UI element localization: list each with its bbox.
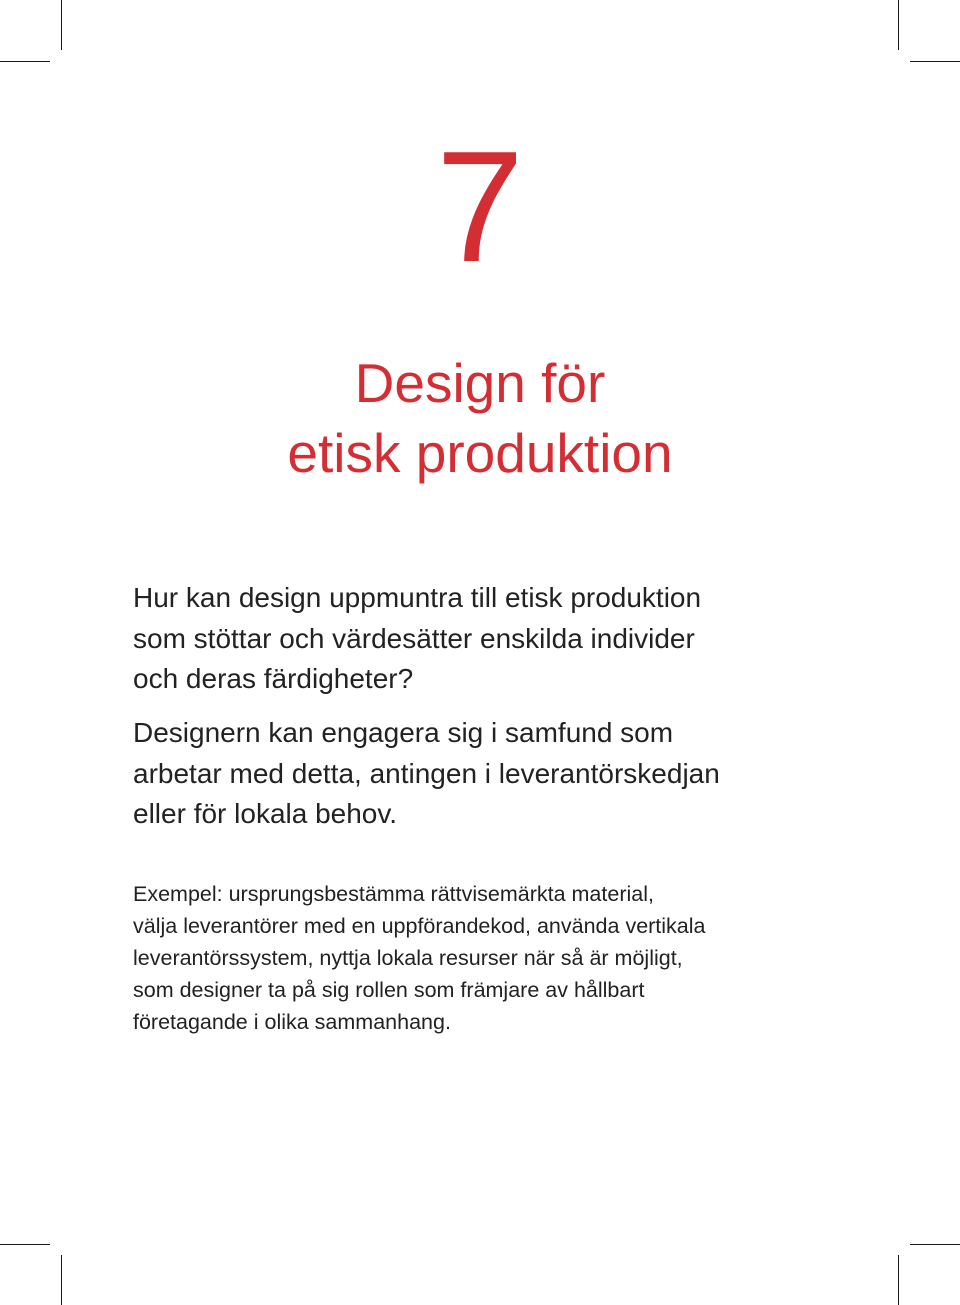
crop-mark-top-right-horizontal bbox=[910, 61, 960, 62]
chapter-number: 7 bbox=[436, 119, 524, 295]
chapter-title bbox=[0, 348, 960, 488]
question-paragraph bbox=[133, 578, 893, 700]
crop-mark-bottom-left-vertical bbox=[61, 1255, 62, 1305]
answer-paragraph bbox=[133, 713, 893, 835]
crop-mark-top-left-vertical bbox=[61, 0, 62, 50]
example-line: leverantörssystem, nyttja lokala resurser när så är möjligt, bbox=[133, 946, 683, 970]
crop-mark-top-left-horizontal bbox=[0, 61, 50, 62]
question-line: Hur kan design uppmuntra till etisk produktion bbox=[133, 582, 702, 613]
crop-mark-bottom-right-vertical bbox=[898, 1255, 899, 1305]
answer-line: Designern kan engagera sig i samfund som bbox=[133, 717, 674, 748]
answer-line: eller för lokala behov. bbox=[133, 798, 398, 829]
crop-mark-bottom-right-horizontal bbox=[910, 1244, 960, 1245]
example-paragraph bbox=[133, 878, 893, 1038]
answer-line: arbetar med detta, antingen i leverantörskedjan bbox=[133, 757, 720, 789]
example-line: företagande i olika sammanhang. bbox=[133, 1010, 451, 1034]
chapter-title-line: Design för bbox=[354, 352, 606, 414]
example-line: som designer ta på sig rollen som främjare av hållbart bbox=[133, 978, 645, 1002]
example-line: välja leverantörer med en uppförandekod, använda vertikala bbox=[133, 914, 706, 938]
question-line: och deras färdigheter? bbox=[133, 663, 414, 694]
crop-mark-bottom-left-horizontal bbox=[0, 1244, 50, 1245]
question-line: som stöttar och värdesätter enskilda individer bbox=[133, 622, 695, 654]
crop-mark-top-right-vertical bbox=[898, 0, 899, 50]
chapter-title-line: etisk produktion bbox=[287, 422, 673, 484]
example-line: Exempel: ursprungsbestämma rättvisemärkta material, bbox=[133, 882, 654, 906]
